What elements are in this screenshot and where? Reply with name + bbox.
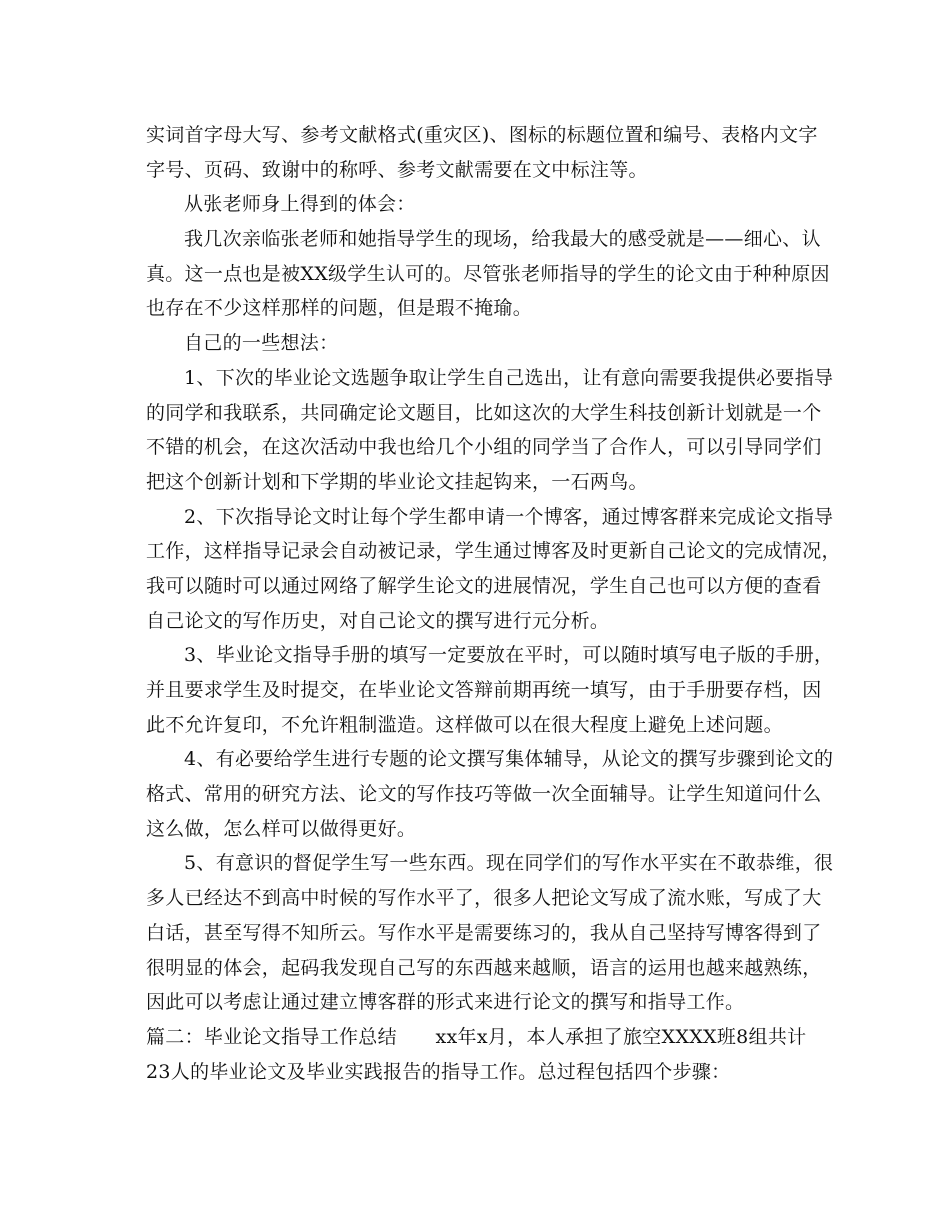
section-heading: 从张老师身上得到的体会： [184, 193, 416, 216]
text-line: 我几次亲临张老师和她指导学生的现场，给我最大的感受就是——细心、认 [184, 228, 821, 251]
section-heading: 自己的一些想法： [184, 332, 339, 355]
text-line: 真。这一点也是被XX级学生认可的。尽管张老师指导的学生的论文由于种种原因 [146, 262, 830, 285]
document-body [146, 118, 841, 1089]
section-title-line: 篇二：毕业论文指导工作总结 xx年x月，本人承担了旅空XXXX班8组共计 [146, 1025, 807, 1048]
list-item-line: 5、有意识的督促学生写一些东西。现在同学们的写作水平实在不敢恭维，很 [184, 852, 834, 875]
text-line: 并且要求学生及时提交，在毕业论文答辩前期再统一填写，由于手册要存档，因 [146, 679, 822, 701]
list-item-line: 3、毕业论文指导手册的填写一定要放在平时，可以随时填写电子版的手册， [184, 644, 834, 667]
text-line: 这么做，怎么样可以做得更好。 [146, 817, 417, 840]
text-line: 字号、页码、致谢中的称呼、参考文献需要在文中标注等。 [146, 158, 648, 181]
text-line: 的同学和我联系，共同确定论文题目，比如这次的大学生科技创新计划就是一个 [146, 401, 822, 424]
text-line: 23人的毕业论文及毕业实践报告的指导工作。总过程包括四个步骤： [146, 1060, 731, 1083]
list-item-line: 4、有必要给学生进行专题的论文撰写集体辅导，从论文的撰写步骤到论文的 [184, 748, 834, 771]
text-line: 很明显的体会，起码我发现自己写的东西越来越顺，语言的运用也越来越熟练， [146, 956, 822, 979]
text-line: 格式、常用的研究方法、论文的写作技巧等做一次全面辅导。让学生知道问什么 [146, 783, 822, 806]
list-item-line: 2、下次指导论文时让每个学生都申请一个博客，通过博客群来完成论文指导 [184, 505, 834, 528]
text-line: 我可以随时可以通过网络了解学生论文的进展情况，学生自己也可以方便的查看 [146, 574, 822, 597]
text-line: 自己论文的写作历史，对自己论文的撰写进行元分析。 [146, 609, 610, 632]
text-line: 也存在不少这样那样的问题，但是瑕不掩瑜。 [146, 297, 533, 320]
text-line: 此不允许复印，不允许粗制滥造。这样做可以在很大程度上避免上述问题。 [146, 713, 783, 736]
text-line: 不错的机会，在这次活动中我也给几个小组的同学当了合作人，可以引导同学们 [146, 436, 822, 459]
text-line: 把这个创新计划和下学期的毕业论文挂起钩来，一石两鸟。 [146, 470, 648, 493]
text-line: 因此可以考虑让通过建立博客群的形式来进行论文的撰写和指导工作。 [146, 991, 745, 1014]
list-item-line: 1、下次的毕业论文选题争取让学生自己选出，让有意向需要我提供必要指导 [184, 366, 834, 389]
text-line: 多人已经达不到高中时候的写作水平了，很多人把论文写成了流水账，写成了大 [146, 887, 822, 910]
text-line: 工作，这样指导记录会自动被记录，学生通过博客及时更新自己论文的完成情况， [146, 540, 841, 563]
text-line: 实词首字母大写、参考文献格式(重灾区)、图标的标题位置和编号、表格内文字 [146, 124, 818, 146]
text-line: 白话，甚至写得不知所云。写作水平是需要练习的，我从自己坚持写博客得到了 [146, 921, 822, 944]
